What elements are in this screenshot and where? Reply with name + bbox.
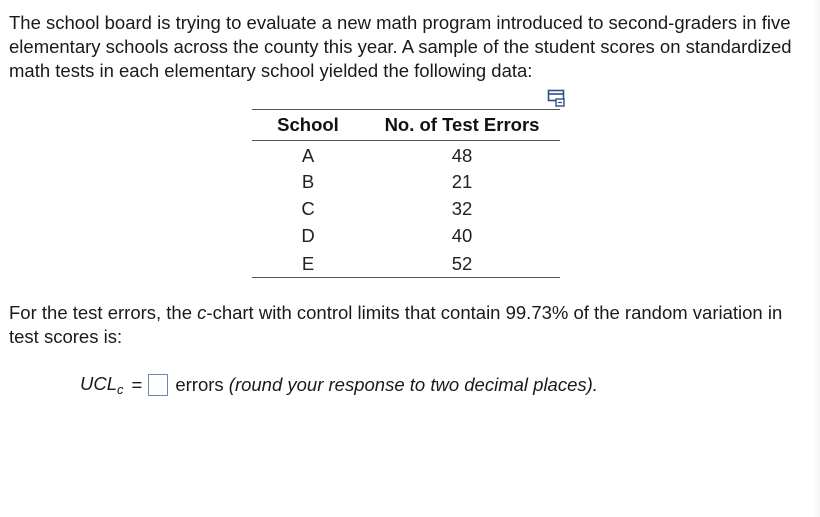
- ucl-label-text: UCL: [80, 373, 118, 394]
- answer-unit: [175, 374, 598, 396]
- cell-errors: 32: [451, 197, 473, 219]
- problem-intro: The school board is trying to evaluate a new math program introduced to second-graders in five elementary schools across the county this year. A sample of the student scores on standardized math tests in each elementary school yielded the following data:: [9, 12, 792, 81]
- table-row: [252, 223, 560, 250]
- table-row: [252, 250, 560, 277]
- page-edge-shadow: [814, 0, 820, 517]
- table-row: [252, 168, 560, 195]
- data-table: [252, 109, 560, 278]
- copy-table-icon[interactable]: [546, 88, 568, 108]
- cell-school: E: [301, 252, 315, 274]
- cell-errors: 48: [451, 144, 473, 166]
- table-row: [252, 141, 560, 168]
- rounding-hint: (round your response to two decimal places).: [228, 374, 598, 395]
- ucl-label: [80, 373, 124, 397]
- cell-school: C: [301, 197, 315, 219]
- unit-text: errors: [175, 374, 224, 395]
- header-test-errors: No. of Test Errors: [384, 114, 540, 135]
- cell-errors: 40: [451, 225, 473, 247]
- cell-errors: 52: [451, 252, 473, 274]
- cell-errors: 21: [451, 170, 473, 192]
- table-header-row: [252, 110, 560, 141]
- question-before: For the test errors, the: [9, 302, 198, 323]
- question-text: [9, 301, 814, 349]
- data-table-container: [252, 109, 560, 278]
- question-c-emph: c: [197, 302, 207, 323]
- question-after: -chart with control limits that contain 99.73% of the random variation in test scores is:: [9, 302, 783, 347]
- ucl-subscript: c: [117, 382, 124, 397]
- cell-school: A: [301, 144, 315, 166]
- ucl-answer-input[interactable]: [148, 374, 168, 396]
- equals-sign: =: [131, 374, 143, 395]
- table-row: [252, 195, 560, 222]
- cell-school: B: [301, 170, 315, 192]
- answer-line: [80, 372, 598, 398]
- cell-school: D: [301, 225, 315, 247]
- header-school: School: [277, 114, 339, 135]
